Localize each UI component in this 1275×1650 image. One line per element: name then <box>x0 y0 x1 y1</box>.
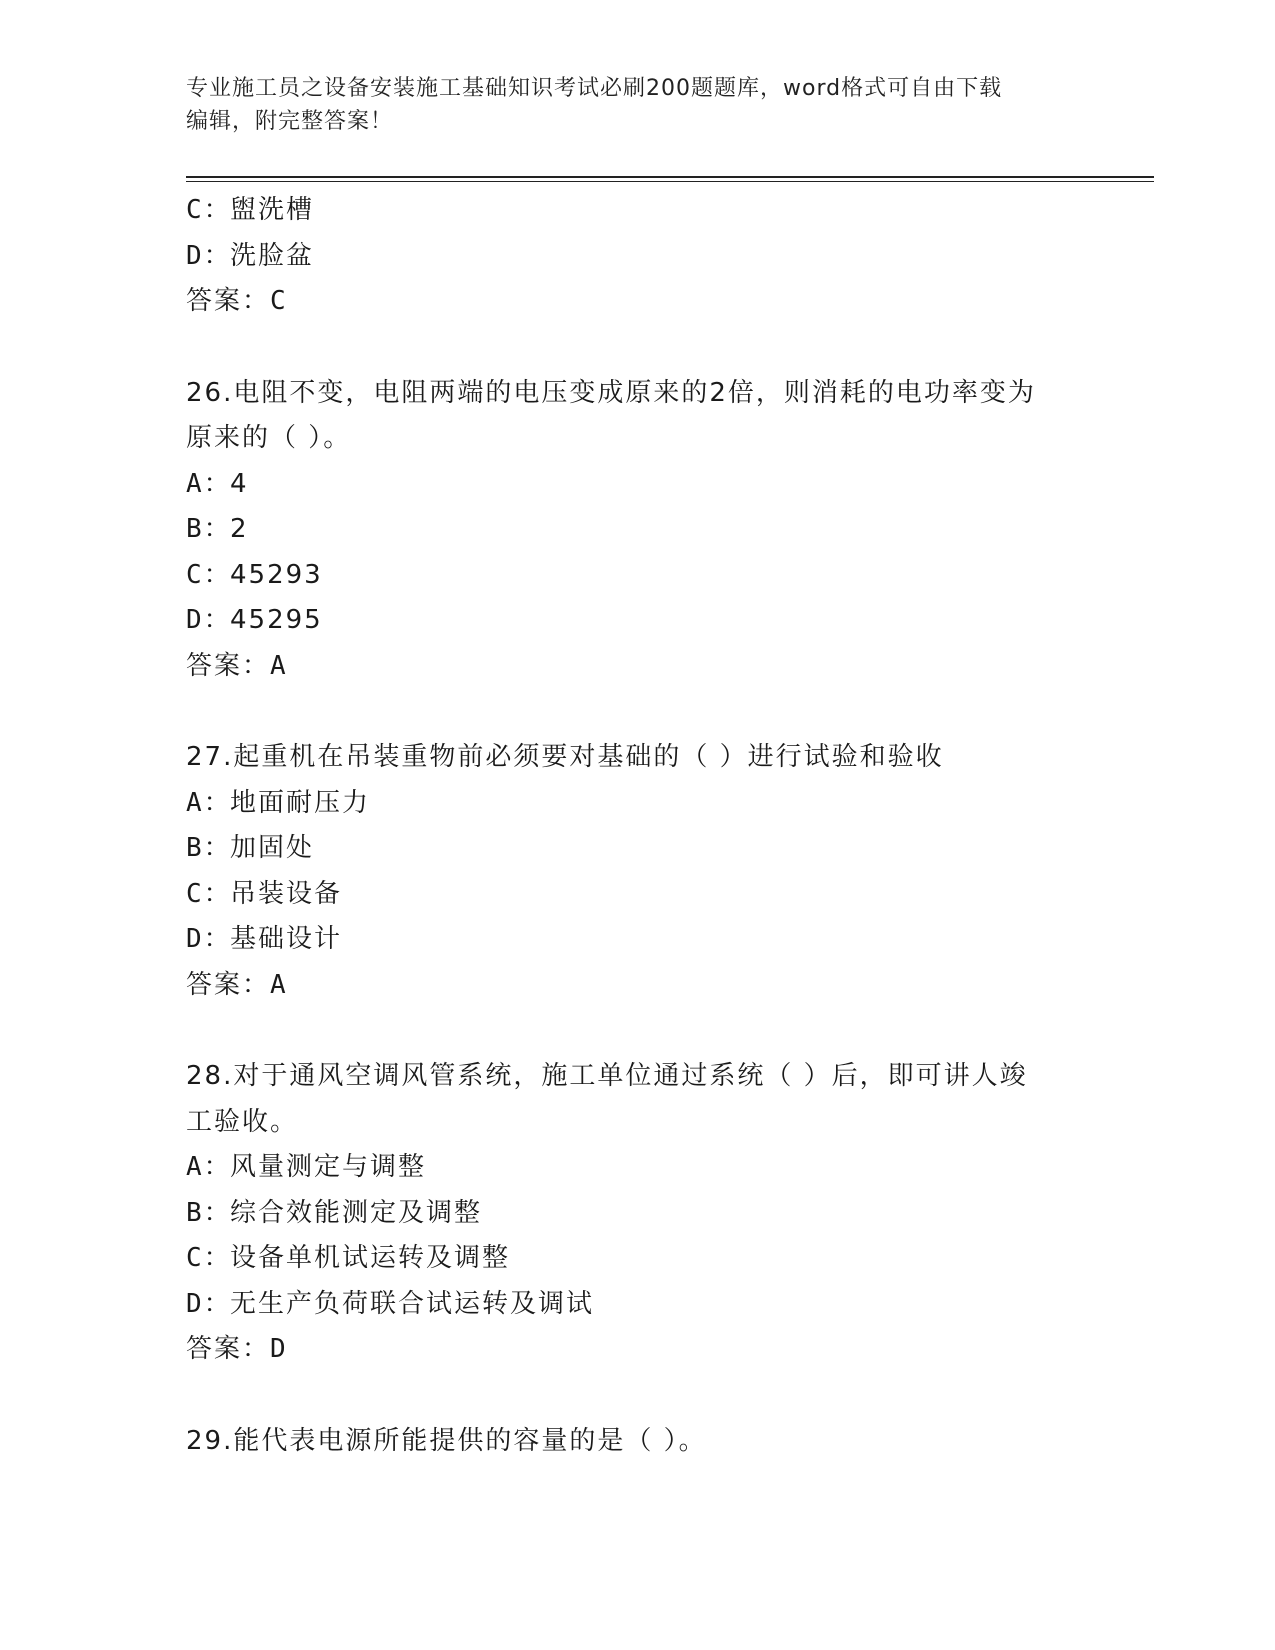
question-stem: 28.对于通风空调风管系统，施工单位通过系统（ ）后，即可讲人竣 <box>186 1061 1028 1091</box>
question-stem: 26.电阻不变，电阻两端的电压变成原来的2倍，则消耗的电功率变为 <box>186 377 1036 408</box>
answer-line: 答案：D <box>186 1334 288 1364</box>
question-stem-cont: 原来的（ ）。 <box>186 423 352 453</box>
answer-line: 答案：A <box>186 650 288 681</box>
question-26 <box>186 371 1086 690</box>
header-line-2: 编辑，附完整答案！ <box>186 109 394 134</box>
option-d: D：洗脸盆 <box>186 240 315 271</box>
option-b: B：综合效能测定及调整 <box>186 1197 483 1228</box>
option-a: A：风量测定与调整 <box>186 1152 427 1182</box>
option-a: A：4 <box>186 468 249 499</box>
option-c: C：吊装设备 <box>186 878 343 909</box>
option-c: C：盥洗槽 <box>186 195 315 225</box>
document-header <box>186 72 1086 138</box>
option-d: D：无生产负荷联合试运转及调试 <box>186 1288 595 1319</box>
option-c: C：45293 <box>186 559 323 590</box>
question-stem: 27.起重机在吊装重物前必须要对基础的（ ）进行试验和验收 <box>186 742 944 772</box>
option-b: B：加固处 <box>186 833 315 863</box>
question-gap <box>186 1008 1086 1054</box>
option-a: A：地面耐压力 <box>186 787 371 818</box>
answer-line: 答案：A <box>186 969 288 1000</box>
question-stem-cont: 工验收。 <box>186 1106 299 1137</box>
header-divider-thin <box>186 181 1154 182</box>
question-gap <box>186 1373 1086 1419</box>
question-28 <box>186 1054 1086 1373</box>
option-d: D：45295 <box>186 605 323 635</box>
question-stem: 29.能代表电源所能提供的容量的是（ ）。 <box>186 1425 707 1456</box>
question-list <box>186 188 1086 1464</box>
option-b: B：2 <box>186 514 249 544</box>
question-gap <box>186 325 1086 371</box>
header-line-1: 专业施工员之设备安装施工基础知识考试必刷200题题库，word格式可自由下载 <box>186 76 1003 101</box>
answer-line: 答案：C <box>186 286 288 316</box>
option-d: D：基础设计 <box>186 924 343 954</box>
question-27 <box>186 735 1086 1008</box>
option-c: C：设备单机试运转及调整 <box>186 1243 511 1273</box>
header-divider-thick <box>186 176 1154 178</box>
question-29 <box>186 1419 1086 1465</box>
question-gap <box>186 689 1086 735</box>
